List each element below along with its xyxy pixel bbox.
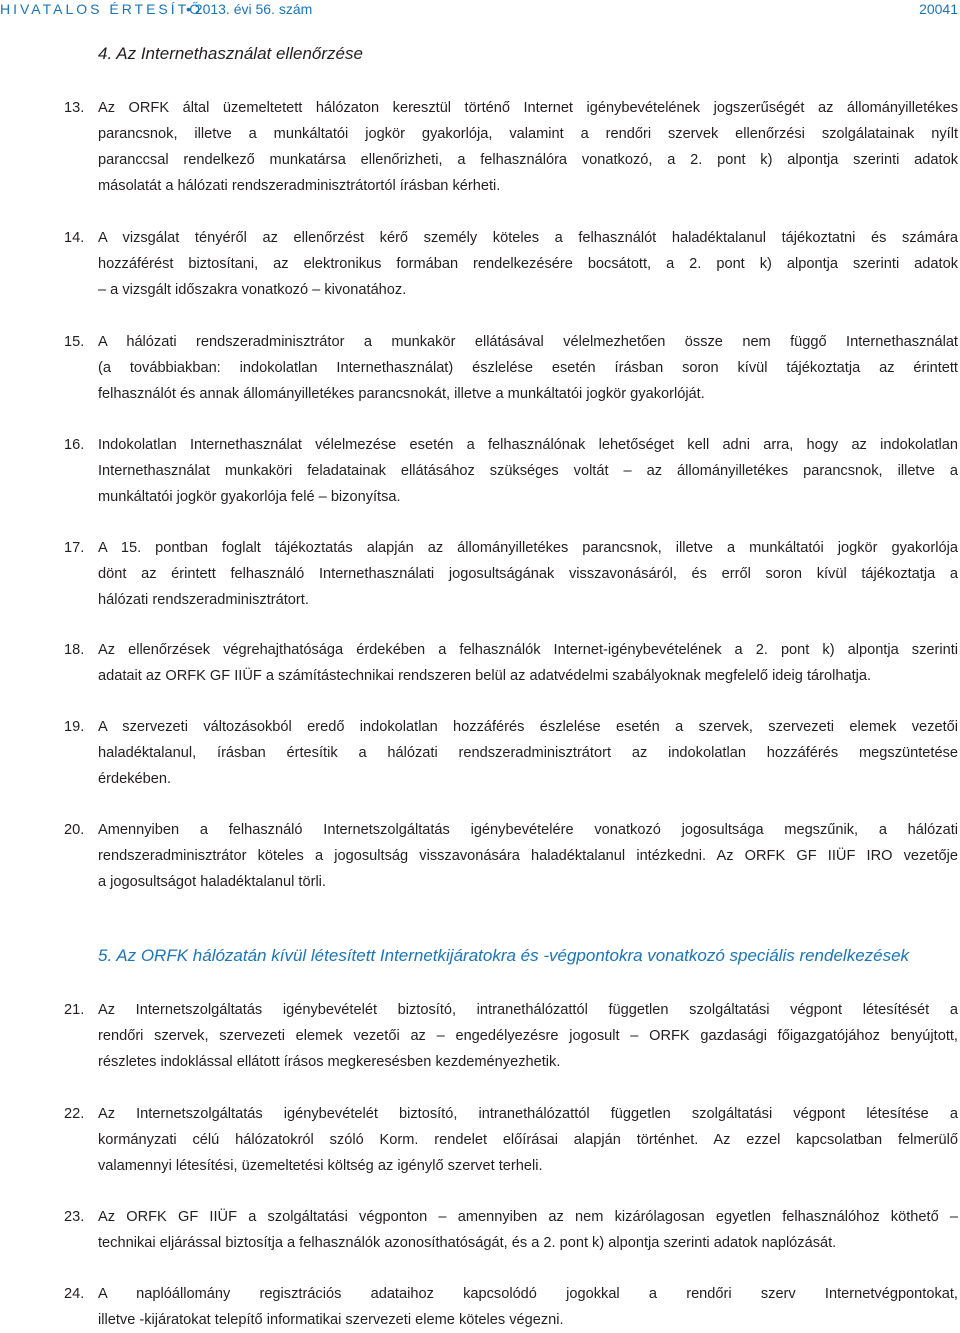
paragraph-line: Az ORFK GF IIÜF a szolgáltatási végponton – amennyiben az nem kizárólagosan egyetlen felhasználóhoz köthető –: [98, 1209, 958, 1225]
page-number: 20041: [919, 1, 958, 17]
paragraph-line: A vizsgálat tényéről az ellenőrzést kérő személy köteles a felhasználót haladéktalanul tájékoztatni és számára: [98, 230, 958, 246]
paragraph-line: rendőri szervek, szervezeti elemek vezetői az – engedélyezésre jogosult – ORFK gazdasági főigazgatójához benyújtott,: [98, 1028, 958, 1044]
paragraph-number: 16.: [64, 437, 85, 453]
paragraph-number: 22.: [64, 1106, 85, 1122]
paragraph-line: Az Internetszolgáltatás igénybevételét biztosító, intranethálózattól független szolgáltatási végpont létesítése a: [98, 1106, 958, 1122]
paragraph-number: 19.: [64, 719, 85, 735]
paragraph-line: Az Internetszolgáltatás igénybevételét biztosító, intranethálózattól független szolgáltatási végpont létesítését a: [98, 1002, 958, 1018]
paragraph-number: 13.: [64, 100, 85, 116]
paragraph-line: hálózati rendszeradminisztrátort.: [98, 592, 309, 608]
paragraph-line: haladéktalanul, írásban értesítik a hálózati rendszeradminisztrátort az indokolatlan hozzáférés megszüntetése: [98, 745, 958, 761]
paragraph-line: a jogosultságot haladéktalanul törli.: [98, 874, 326, 890]
paragraph-line: Amennyiben a felhasználó Internetszolgáltatás igénybevételére vonatkozó jogosultsága megszűnik, a hálózati: [98, 822, 958, 838]
paragraph-line: Az ORFK által üzemeltetett hálózaton keresztül történő Internet igénybevételének jogszerűségét az állományilletékes: [98, 100, 958, 116]
paragraph-number: 21.: [64, 1002, 85, 1018]
paragraph-line: hozzáférést biztosítani, az elektronikus formában rendelkezésére bocsátott, a 2. pont k) alpontja szerinti adatok: [98, 256, 958, 272]
paragraph-line: érdekében.: [98, 771, 172, 787]
paragraph-line: dönt az érintett felhasználó Internethasználati jogosultságának visszavonásáról, és erről soron kívül tájékoztatja a: [98, 566, 958, 582]
paragraph-line: Indokolatlan Internethasználat vélelmezése esetén a felhasználónak lehetőséget kell adni arra, hogy az indokolatlan: [98, 437, 958, 453]
paragraph-line: – a vizsgált időszakra vonatkozó – kivonatához.: [98, 282, 407, 298]
paragraph-line: rendszeradminisztrátor köteles a jogosultság visszavonására haladéktalanul intézkedni. Az ORFK GF IIÜF IRO vezetője: [98, 848, 958, 864]
paragraph-number: 17.: [64, 540, 85, 556]
paragraph-line: A szervezeti változásokból eredő indokolatlan hozzáférés észlelése esetén a szervek, szervezeti elemek vezetői: [98, 719, 958, 735]
paragraph-number: 24.: [64, 1286, 85, 1302]
paragraph-line: Internethasználat munkaköri feladatainak ellátásához szükséges voltát – az állományilletékes parancsnok, illetve a: [98, 463, 958, 479]
page-header: [0, 0, 960, 20]
paragraph-line: másolatát a hálózati rendszeradminisztrátortól írásban kérheti.: [98, 178, 501, 194]
journal-title: HIVATALOS ÉRTESÍTŐ: [0, 1, 204, 17]
paragraph-line: adatait az ORFK GF IIÜF a számítástechnikai rendszeren belül az adatvédelmi szabályoknak megfelelő ideig tárolhatja.: [98, 668, 872, 684]
paragraph-line: illetve -kijáratokat telepítő informatikai szervezeti eleme köteles végezni.: [98, 1312, 564, 1328]
paragraph-line: paranccsal rendelkező munkatársa ellenőrizheti, a felhasználóra vonatkozó, a 2. pont k) alpontja szerinti adatok: [98, 152, 958, 168]
paragraph-line: kormányzati célú hálózatokról szóló Korm. rendelet előírásai alapján történhet. Az ezzel kapcsolatban felmerülő: [98, 1132, 958, 1148]
paragraph-line: (a továbbiakban: indokolatlan Internethasználat) észlelése esetén írásban soron kívül tájékoztatja az érintett: [98, 360, 958, 376]
paragraph-line: technikai eljárással biztosítja a felhasználók azonosíthatóságát, és a 2. pont k) alpontja szerinti adatok naplózását.: [98, 1235, 837, 1251]
paragraph-line: A 15. pontban foglalt tájékoztatás alapján az állományilletékes parancsnok, illetve a munkáltatói jogkör gyakorlója: [98, 540, 958, 556]
paragraph-number: 20.: [64, 822, 85, 838]
paragraph-number: 15.: [64, 334, 85, 350]
paragraph-line: valamennyi létesítési, üzemeltetési költség az igénylő szervet terheli.: [98, 1158, 543, 1174]
section-5-title: 5. Az ORFK hálózatán kívül létesített Internetkijáratokra és -végpontokra vonatkozó speciális rendelkezések: [98, 946, 910, 965]
paragraph-line: A naplóállomány regisztrációs adataihoz kapcsolódó jogokkal a rendőri szerv Internetvégpontokat,: [98, 1286, 958, 1302]
section-4-title: 4. Az Internethasználat ellenőrzése: [98, 44, 363, 63]
paragraph-line: munkáltatói jogkör gyakorlója felé – bizonyítsa.: [98, 489, 401, 505]
paragraph-line: A hálózati rendszeradminisztrátor a munkakör ellátásával vélelmezhetően össze nem függő Internethasználat: [98, 334, 958, 350]
paragraph-number: 23.: [64, 1209, 85, 1225]
paragraph-line: részletes indoklással ellátott írásos megkeresésben kezdeményezhetik.: [98, 1054, 561, 1070]
issue-info: • 2013. évi 56. szám: [186, 1, 313, 17]
paragraph-line: parancsnok, illetve a munkáltatói jogkör gyakorlója, valamint a rendőri szervek ellenőrzési szolgálatainak nyílt: [98, 126, 958, 142]
paragraph-line: Az ellenőrzések végrehajthatósága érdekében a felhasználók Internet-igénybevételének a 2. pont k) alpontja szerinti: [98, 642, 958, 658]
paragraph-number: 14.: [64, 230, 85, 246]
paragraph-line: felhasználót és annak állományilletékes parancsnokát, illetve a munkáltatói jogkör gyakorlóját.: [98, 386, 705, 402]
paragraph-number: 18.: [64, 642, 85, 658]
